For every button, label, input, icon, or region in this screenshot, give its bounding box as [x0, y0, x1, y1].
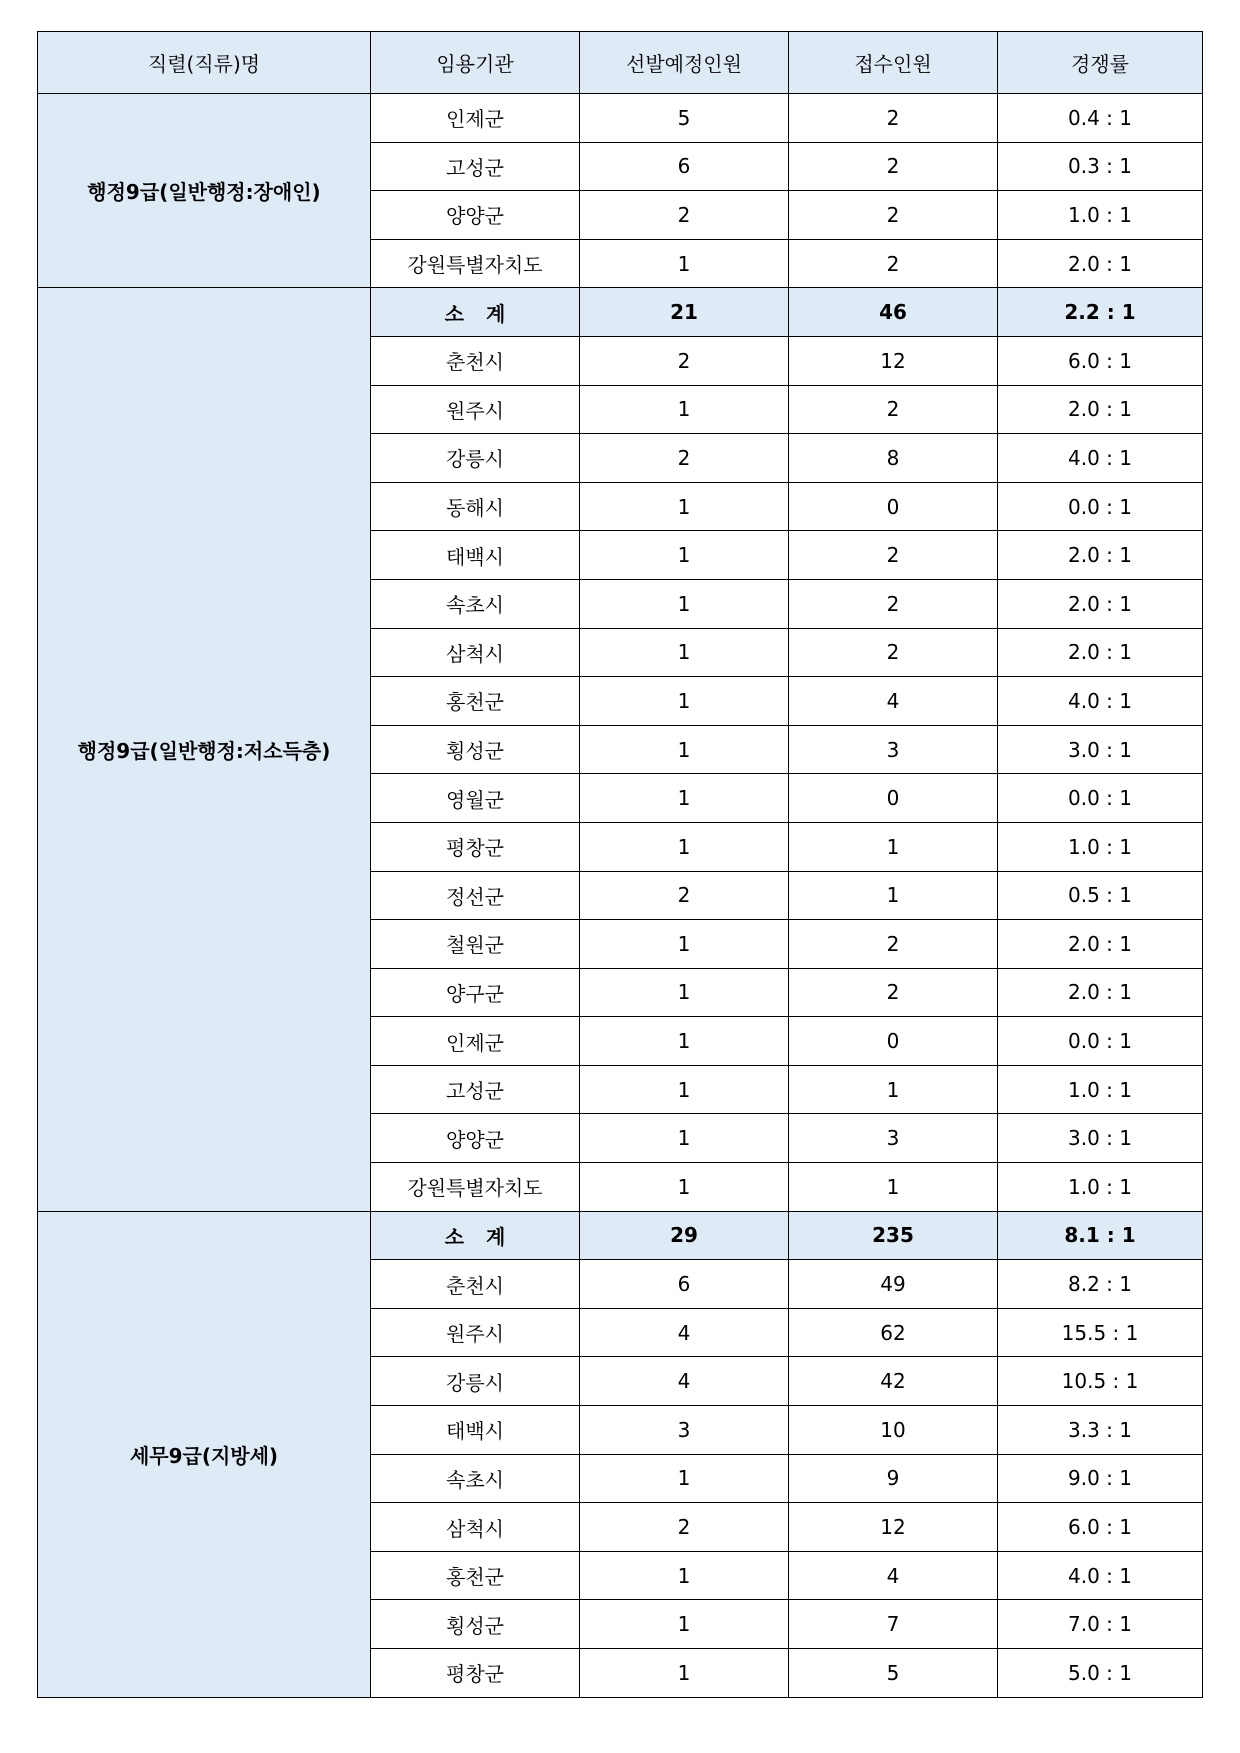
header-position: 직렬(직류)명 — [38, 32, 371, 94]
table-row — [38, 94, 1203, 143]
ratio-cell: 0.0 : 1 — [998, 1017, 1203, 1066]
ratio-cell: 8.2 : 1 — [998, 1260, 1203, 1309]
received-cell: 3 — [789, 1114, 998, 1163]
subtotal-planned: 29 — [580, 1211, 789, 1260]
planned-cell: 1 — [580, 822, 789, 871]
planned-cell: 1 — [580, 1017, 789, 1066]
planned-cell: 1 — [580, 1065, 789, 1114]
planned-cell: 1 — [580, 920, 789, 969]
planned-cell: 1 — [580, 482, 789, 531]
planned-cell: 6 — [580, 1260, 789, 1309]
planned-cell: 2 — [580, 434, 789, 483]
ratio-cell: 10.5 : 1 — [998, 1357, 1203, 1406]
received-cell: 9 — [789, 1454, 998, 1503]
received-cell: 0 — [789, 482, 998, 531]
ratio-cell: 3.3 : 1 — [998, 1406, 1203, 1455]
agency-cell: 춘천시 — [371, 336, 580, 385]
planned-cell: 1 — [580, 1114, 789, 1163]
ratio-cell: 2.0 : 1 — [998, 385, 1203, 434]
agency-cell: 양구군 — [371, 968, 580, 1017]
planned-cell: 3 — [580, 1406, 789, 1455]
received-cell: 1 — [789, 1163, 998, 1212]
ratio-cell: 4.0 : 1 — [998, 677, 1203, 726]
subtotal-received: 235 — [789, 1211, 998, 1260]
ratio-cell: 15.5 : 1 — [998, 1308, 1203, 1357]
ratio-cell: 0.5 : 1 — [998, 871, 1203, 920]
ratio-cell: 3.0 : 1 — [998, 1114, 1203, 1163]
received-cell: 2 — [789, 579, 998, 628]
planned-cell: 1 — [580, 1649, 789, 1698]
subtotal-row — [38, 1211, 1203, 1260]
received-cell: 10 — [789, 1406, 998, 1455]
agency-cell: 동해시 — [371, 482, 580, 531]
received-cell: 12 — [789, 1503, 998, 1552]
ratio-cell: 2.0 : 1 — [998, 531, 1203, 580]
planned-cell: 1 — [580, 531, 789, 580]
agency-cell: 삼척시 — [371, 1503, 580, 1552]
received-cell: 2 — [789, 385, 998, 434]
planned-cell: 1 — [580, 1163, 789, 1212]
received-cell: 2 — [789, 968, 998, 1017]
planned-cell: 6 — [580, 142, 789, 191]
agency-cell: 고성군 — [371, 142, 580, 191]
agency-cell: 태백시 — [371, 531, 580, 580]
received-cell: 2 — [789, 920, 998, 969]
agency-cell: 강릉시 — [371, 434, 580, 483]
received-cell: 0 — [789, 774, 998, 823]
header-row — [38, 32, 1203, 94]
ratio-cell: 1.0 : 1 — [998, 1065, 1203, 1114]
header-received: 접수인원 — [789, 32, 998, 94]
received-cell: 2 — [789, 94, 998, 143]
ratio-cell: 4.0 : 1 — [998, 434, 1203, 483]
received-cell: 2 — [789, 239, 998, 288]
table-header — [38, 32, 1203, 94]
planned-cell: 4 — [580, 1357, 789, 1406]
ratio-cell: 4.0 : 1 — [998, 1551, 1203, 1600]
subtotal-label — [371, 1211, 580, 1260]
ratio-cell: 5.0 : 1 — [998, 1649, 1203, 1698]
agency-cell: 강원특별자치도 — [371, 1163, 580, 1212]
agency-cell: 평창군 — [371, 822, 580, 871]
received-cell: 1 — [789, 1065, 998, 1114]
subtotal-ratio: 2.2 : 1 — [998, 288, 1203, 337]
group-name: 행정9급(일반행정:장애인) — [38, 94, 371, 288]
agency-cell: 평창군 — [371, 1649, 580, 1698]
received-cell: 62 — [789, 1308, 998, 1357]
ratio-cell: 1.0 : 1 — [998, 191, 1203, 240]
received-cell: 7 — [789, 1600, 998, 1649]
received-cell: 1 — [789, 822, 998, 871]
received-cell: 2 — [789, 628, 998, 677]
planned-cell: 2 — [580, 336, 789, 385]
agency-cell: 홍천군 — [371, 677, 580, 726]
subtotal-planned: 21 — [580, 288, 789, 337]
agency-cell: 속초시 — [371, 1454, 580, 1503]
agency-cell: 횡성군 — [371, 1600, 580, 1649]
received-cell: 3 — [789, 725, 998, 774]
planned-cell: 2 — [580, 191, 789, 240]
recruitment-table — [37, 31, 1203, 1698]
agency-cell: 인제군 — [371, 94, 580, 143]
agency-cell: 영월군 — [371, 774, 580, 823]
planned-cell: 1 — [580, 385, 789, 434]
header-planned: 선발예정인원 — [580, 32, 789, 94]
agency-cell: 강원특별자치도 — [371, 239, 580, 288]
received-cell: 2 — [789, 142, 998, 191]
ratio-cell: 2.0 : 1 — [998, 920, 1203, 969]
received-cell: 42 — [789, 1357, 998, 1406]
subtotal-ratio: 8.1 : 1 — [998, 1211, 1203, 1260]
ratio-cell: 0.3 : 1 — [998, 142, 1203, 191]
agency-cell: 인제군 — [371, 1017, 580, 1066]
received-cell: 8 — [789, 434, 998, 483]
planned-cell: 1 — [580, 239, 789, 288]
document-page — [37, 31, 1202, 1698]
group-name: 행정9급(일반행정:저소득층) — [38, 288, 371, 1211]
received-cell: 2 — [789, 191, 998, 240]
planned-cell: 1 — [580, 579, 789, 628]
planned-cell: 1 — [580, 628, 789, 677]
agency-cell: 원주시 — [371, 385, 580, 434]
ratio-cell: 1.0 : 1 — [998, 1163, 1203, 1212]
ratio-cell: 2.0 : 1 — [998, 239, 1203, 288]
ratio-cell: 0.0 : 1 — [998, 482, 1203, 531]
agency-cell: 홍천군 — [371, 1551, 580, 1600]
received-cell: 12 — [789, 336, 998, 385]
planned-cell: 2 — [580, 1503, 789, 1552]
received-cell: 0 — [789, 1017, 998, 1066]
planned-cell: 1 — [580, 1454, 789, 1503]
ratio-cell: 7.0 : 1 — [998, 1600, 1203, 1649]
planned-cell: 1 — [580, 677, 789, 726]
agency-cell: 양양군 — [371, 191, 580, 240]
group-name: 세무9급(지방세) — [38, 1211, 371, 1697]
received-cell: 4 — [789, 1551, 998, 1600]
agency-cell: 춘천시 — [371, 1260, 580, 1309]
agency-cell: 철원군 — [371, 920, 580, 969]
planned-cell: 1 — [580, 774, 789, 823]
agency-cell: 강릉시 — [371, 1357, 580, 1406]
received-cell: 2 — [789, 531, 998, 580]
subtotal-label-text: 소계 — [444, 1224, 528, 1249]
ratio-cell: 0.4 : 1 — [998, 94, 1203, 143]
planned-cell: 5 — [580, 94, 789, 143]
table-body — [38, 94, 1203, 1698]
received-cell: 5 — [789, 1649, 998, 1698]
agency-cell: 원주시 — [371, 1308, 580, 1357]
agency-cell: 속초시 — [371, 579, 580, 628]
ratio-cell: 2.0 : 1 — [998, 579, 1203, 628]
ratio-cell: 6.0 : 1 — [998, 336, 1203, 385]
agency-cell: 횡성군 — [371, 725, 580, 774]
planned-cell: 1 — [580, 1600, 789, 1649]
planned-cell: 2 — [580, 871, 789, 920]
ratio-cell: 0.0 : 1 — [998, 774, 1203, 823]
subtotal-received: 46 — [789, 288, 998, 337]
received-cell: 4 — [789, 677, 998, 726]
planned-cell: 1 — [580, 1551, 789, 1600]
agency-cell: 삼척시 — [371, 628, 580, 677]
agency-cell: 정선군 — [371, 871, 580, 920]
agency-cell: 고성군 — [371, 1065, 580, 1114]
received-cell: 49 — [789, 1260, 998, 1309]
ratio-cell: 1.0 : 1 — [998, 822, 1203, 871]
ratio-cell: 2.0 : 1 — [998, 628, 1203, 677]
subtotal-row — [38, 288, 1203, 337]
subtotal-label-text: 소계 — [444, 301, 528, 326]
ratio-cell: 6.0 : 1 — [998, 1503, 1203, 1552]
ratio-cell: 3.0 : 1 — [998, 725, 1203, 774]
header-agency: 임용기관 — [371, 32, 580, 94]
ratio-cell: 2.0 : 1 — [998, 968, 1203, 1017]
ratio-cell: 9.0 : 1 — [998, 1454, 1203, 1503]
agency-cell: 양양군 — [371, 1114, 580, 1163]
received-cell: 1 — [789, 871, 998, 920]
planned-cell: 4 — [580, 1308, 789, 1357]
planned-cell: 1 — [580, 968, 789, 1017]
agency-cell: 태백시 — [371, 1406, 580, 1455]
header-ratio: 경쟁률 — [998, 32, 1203, 94]
planned-cell: 1 — [580, 725, 789, 774]
subtotal-label — [371, 288, 580, 337]
